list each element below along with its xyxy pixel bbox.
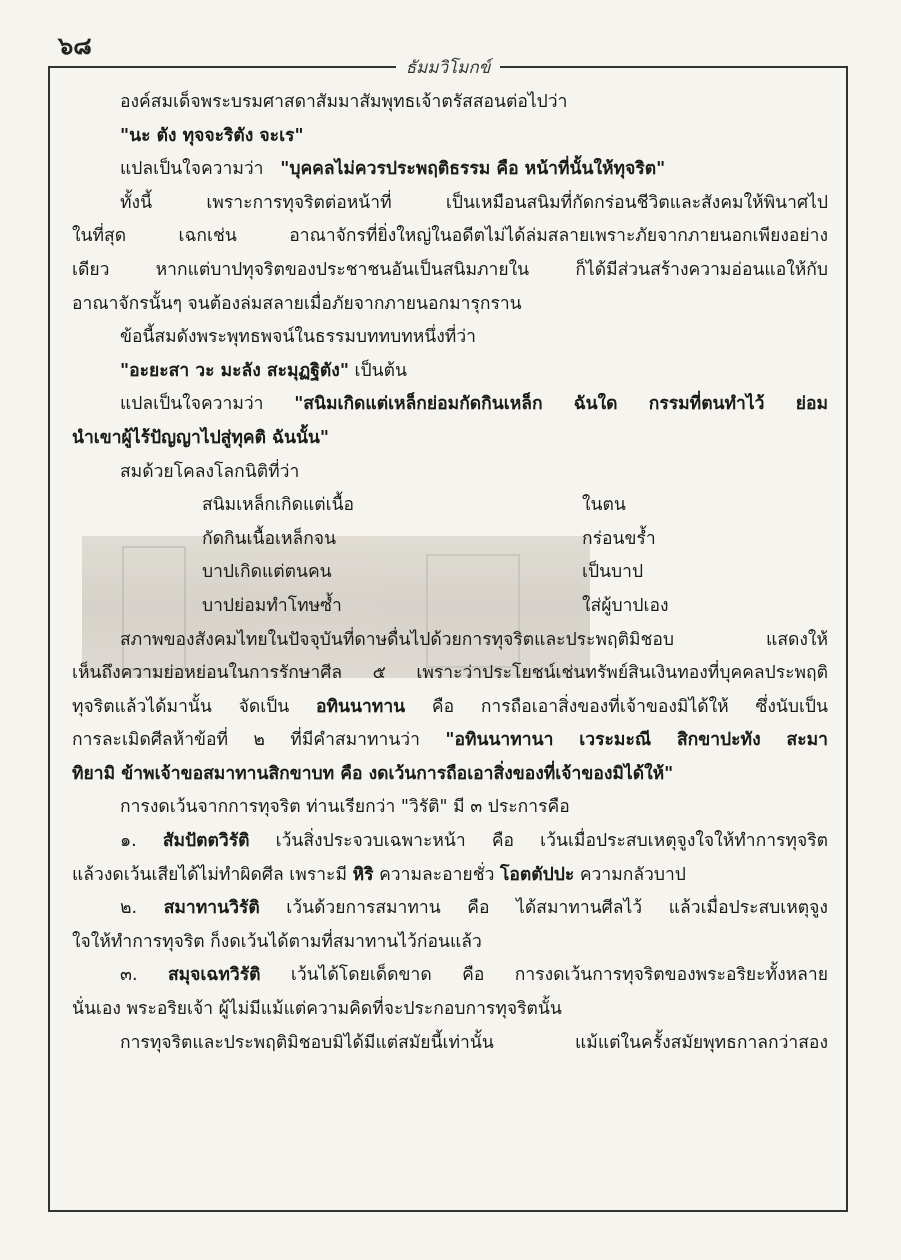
poem-line-left: บาปย่อมทำโทษซ้ำ xyxy=(202,595,342,616)
p4-text: ทุจริตแล้วได้มานั้น จัดเป็น xyxy=(72,696,290,717)
precept-quote-1: "อทินนาทานา เวระมะณี สิกขาปะทัง สะมา xyxy=(445,730,828,751)
list-item-2-line-1 xyxy=(72,892,828,926)
paragraph-4-line xyxy=(72,724,828,758)
translation-2-line-1 xyxy=(72,388,828,422)
translation-2-text-2: นำเขาผู้ไร้ปัญญาไปสู่ทุคติ ฉันนั้น" xyxy=(72,427,329,448)
poem-line xyxy=(202,489,626,523)
pali-quote-2 xyxy=(72,355,828,389)
list-item-3-line-2: นั่นเอง พระอริยเจ้า ผู้ไม่มีแม้แต่ความคิดที่จะประกอบการทุจริตนั้น xyxy=(72,999,562,1020)
term-adinnadana: อทินนาทาน xyxy=(316,696,406,717)
list-item-1-line-2 xyxy=(72,859,828,893)
translation-1-text: "บุคคลไม่ควรประพฤติธรรม คือ หน้าที่นั้นให้ทุจริต" xyxy=(280,159,666,180)
paragraph-2-line: อาณาจักรนั้นๆ จนต้องล่มสลายเมื่อภัยจากภายนอกมารุกราน xyxy=(72,293,522,314)
paragraph-intro: องค์สมเด็จพระบรมศาสดาสัมมาสัมพุทธเจ้าตรัสสอนต่อไปว่า xyxy=(120,92,568,112)
translation-2-lead: แปลเป็นใจความว่า xyxy=(120,394,264,415)
list-number: ๓. xyxy=(120,965,138,986)
paragraph-6: การทุจริตและประพฤติมิชอบมิได้มีแต่สมัยนี้เท่านั้น แม้แต่ในครั้งสมัยพุทธกาลกว่าสอง xyxy=(120,1032,828,1053)
translation-2-line-2 xyxy=(72,422,828,456)
paragraph-5: การงดเว้นจากการทุจริต ท่านเรียกว่า "วิรัติ" มี ๓ ประการคือ xyxy=(120,797,570,818)
running-head-text: ธัมมวิโมกข์ xyxy=(396,58,501,78)
poem-line xyxy=(202,523,656,557)
poem-line xyxy=(202,556,644,590)
poem-line-left: บาปเกิดแต่ตนคน xyxy=(202,562,332,583)
translation-1 xyxy=(72,153,828,187)
body-text xyxy=(72,86,828,1060)
paragraph-2-line: ทั้งนี้ เพราะการทุจริตต่อหน้าที่ เป็นเหมือนสนิมที่กัดกร่อนชีวิตและสังคมให้พินาศไป xyxy=(120,192,828,213)
paragraph-4-line xyxy=(72,691,828,725)
precept-quote-2: ทิยามิ ข้าพเจ้าขอสมาทานสิกขาบท คือ งดเว้นการถือเอาสิ่งของที่เจ้าของมิได้ให้" xyxy=(72,763,674,784)
paragraph-2-line: ในที่สุด เฉกเช่น อาณาจักรที่ยิ่งใหญ่ในอดีตไม่ได้ล่มสลายเพราะภัยจากภายนอกเพียงอย่าง xyxy=(72,226,828,247)
list-item-text: เว้นได้โดยเด็ดขาด คือ การงดเว้นการทุจริตของพระอริยะทั้งหลาย xyxy=(290,965,828,986)
term-sampatta-virati: สัมปัตตวิรัติ xyxy=(162,831,250,852)
pali-quote-2-text: "อะยะสา วะ มะลัง สะมุฏฐิตัง" xyxy=(120,360,349,381)
paragraph-3: ข้อนี้สมดังพระพุทธพจน์ในธรรมบททบทหนึ่งที่ว่า xyxy=(120,327,476,348)
paragraph-4-line xyxy=(72,758,828,792)
list-item-text: ความละอายชั่ว xyxy=(379,864,495,885)
poem-line-right: ในตน xyxy=(582,495,626,516)
poem-line-left: สนิมเหล็กเกิดแต่เนื้อ xyxy=(202,495,355,516)
translation-1-lead: แปลเป็นใจความว่า xyxy=(120,159,264,180)
paragraph-2-line: เดียว หากแต่บาปทุจริตของประชาชนอันเป็นสนิมภายใน ก็ได้มีส่วนสร้างความอ่อนแอให้กับ xyxy=(72,259,828,280)
term-samadana-virati: สมาทานวิรัติ xyxy=(163,898,260,919)
poem-line-right: ใส่ผู้บาปเอง xyxy=(582,595,669,616)
term-samuccheda-virati: สมุจเฉทวิรัติ xyxy=(167,965,261,986)
running-head xyxy=(50,54,846,81)
list-item-3-line-1 xyxy=(72,959,828,993)
term-ottappa: โอตตัปปะ xyxy=(499,864,575,885)
paragraph-4-line: เห็นถึงความย่อหย่อนในการรักษาศีล ๕ เพราะว่าประโยชน์เช่นทรัพย์สินเงินทองที่บุคคลประพฤติ xyxy=(72,663,828,684)
list-number: ๒. xyxy=(120,898,138,919)
poem-line-right: เป็นบาป xyxy=(582,562,644,583)
list-item-2-line-2: ใจให้ทำการทุจริต ก็งดเว้นได้ตามที่สมาทานไว้ก่อนแล้ว xyxy=(72,931,482,952)
list-item-text: เว้นสิ่งประจวบเฉพาะหน้า คือ เว้นเมื่อประสบเหตุจูงใจให้ทำการทุจริต xyxy=(275,831,828,852)
list-item-text: เว้นด้วยการสมาทาน คือ ได้สมาทานศีลไว้ แล้วเมื่อประสบเหตุจูง xyxy=(286,898,828,919)
text-frame xyxy=(48,58,848,1212)
poem xyxy=(72,489,828,623)
list-item-1-line-1 xyxy=(72,825,828,859)
poem-line-right: กร่อนขร้ำ xyxy=(582,528,656,549)
list-item-text: ความกลัวบาป xyxy=(579,864,686,885)
poem-line xyxy=(202,590,669,624)
pali-quote-2-tail: เป็นต้น xyxy=(354,360,407,381)
paragraph-4-line: สภาพของสังคมไทยในปัจจุบันที่ดาษดื่นไปด้วยการทุจริตและประพฤติมิชอบ แสดงให้ xyxy=(120,629,828,650)
list-item-text: แล้วงดเว้นเสียได้ไม่ทำผิดศีล เพราะมี xyxy=(72,864,347,885)
page-number: ๖๘ xyxy=(58,31,92,60)
poem-line-left: กัดกินเนื้อเหล็กจน xyxy=(202,528,337,549)
list-number: ๑. xyxy=(120,831,137,852)
term-hiri: หิริ xyxy=(352,864,374,885)
p4-text: การละเมิดศีลห้าข้อที่ ๒ ที่มีคำสมาทานว่า xyxy=(72,730,420,751)
translation-2-text-1: "สนิมเกิดแต่เหล็กย่อมกัดกินเหล็ก ฉันใด กรรมที่ตนทำไว้ ย่อม xyxy=(294,394,828,415)
pali-quote-1 xyxy=(72,120,828,154)
pali-quote-1-text: "นะ ตัง ทุจจะริตัง จะเร" xyxy=(120,125,304,146)
poem-intro: สมด้วยโคลงโลกนิติที่ว่า xyxy=(120,461,300,482)
p4-text: คือ การถือเอาสิ่งของที่เจ้าของมิได้ให้ ซึ่งนับเป็น xyxy=(431,696,828,717)
